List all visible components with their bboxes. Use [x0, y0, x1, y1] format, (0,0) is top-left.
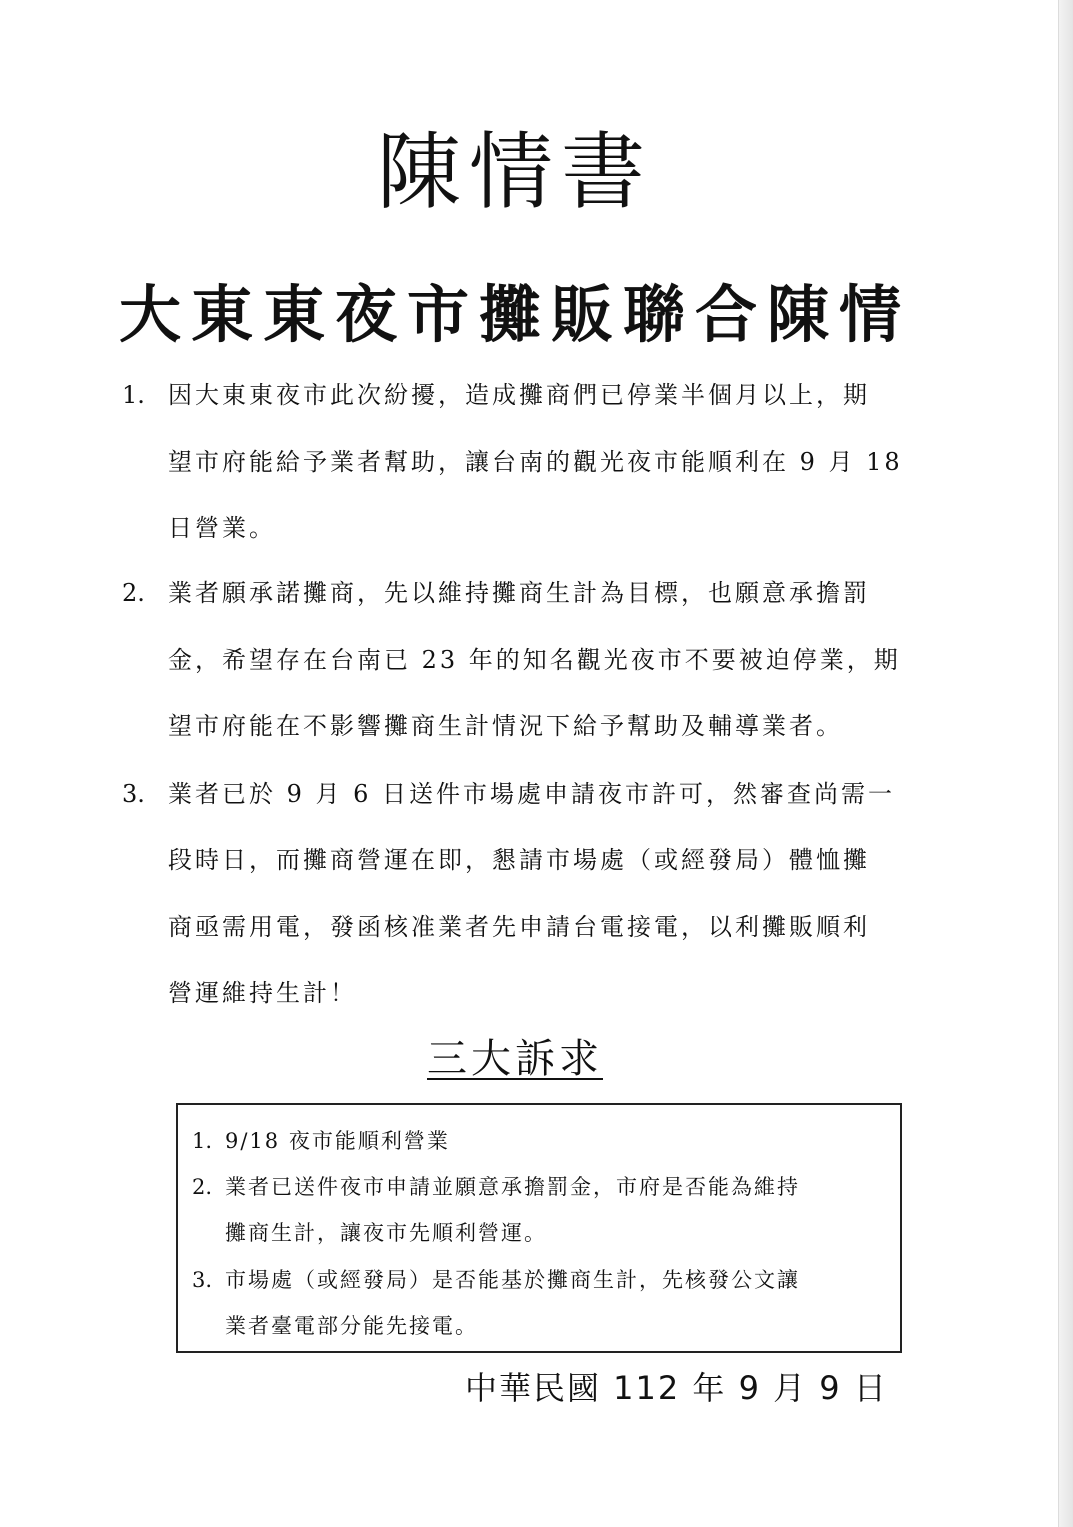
item-3-line-4: 營運維持生計！: [168, 979, 357, 1007]
page-edge: [1058, 0, 1073, 1527]
item-3-line-3: 商亟需用電，發函核准業者先申請台電接電，以利攤販順利: [168, 913, 870, 941]
item-2-number: 2.: [122, 579, 145, 607]
item-2-line-1: 業者願承諾攤商，先以維持攤商生計為目標，也願意承擔罰: [168, 579, 870, 607]
demand-3-number: 3.: [192, 1268, 213, 1292]
item-3-number: 3.: [122, 780, 145, 808]
demands-heading-text: 三大訴求: [427, 1036, 603, 1082]
demand-2-number: 2.: [192, 1175, 213, 1199]
demand-3-line-1: 市場處（或經發局）是否能基於攤商生計，先核發公文讓: [225, 1268, 800, 1292]
demand-1-number: 1.: [192, 1129, 213, 1153]
item-2-line-3: 望市府能在不影響攤商生計情況下給予幫助及輔導業者。: [168, 712, 843, 740]
document-title: 陳情書: [376, 123, 653, 221]
demands-heading: [0, 1034, 1030, 1084]
demand-3-line-2: 業者臺電部分能先接電。: [225, 1314, 478, 1338]
item-3-line-2: 段時日，而攤商營運在即，懇請市場處（或經發局）體恤攤: [168, 846, 870, 874]
demand-2-line-2: 攤商生計，讓夜市先順利營運。: [225, 1221, 547, 1245]
item-1-line-1: 因大東東夜市此次紛擾，造成攤商們已停業半個月以上，期: [168, 381, 870, 409]
item-1-line-2: 望市府能給予業者幫助，讓台南的觀光夜市能順利在 9 月 18: [168, 448, 903, 476]
demand-2-line-1: 業者已送件夜市申請並願意承擔罰金，市府是否能為維持: [225, 1175, 800, 1199]
demands-box: [176, 1103, 902, 1353]
item-1-number: 1.: [122, 381, 145, 409]
item-1-line-3: 日營業。: [168, 514, 276, 542]
document-subtitle: 大東東夜市攤販聯合陳情: [118, 278, 911, 351]
document-date: 中華民國 112 年 9 月 9 日: [465, 1369, 888, 1407]
demand-1-line-1: 9/18 夜市能順利營業: [225, 1129, 450, 1153]
item-3-line-1: 業者已於 9 月 6 日送件市場處申請夜市許可，然審查尚需一: [168, 780, 896, 808]
item-2-line-2: 金，希望存在台南已 23 年的知名觀光夜市不要被迫停業，期: [168, 646, 901, 674]
